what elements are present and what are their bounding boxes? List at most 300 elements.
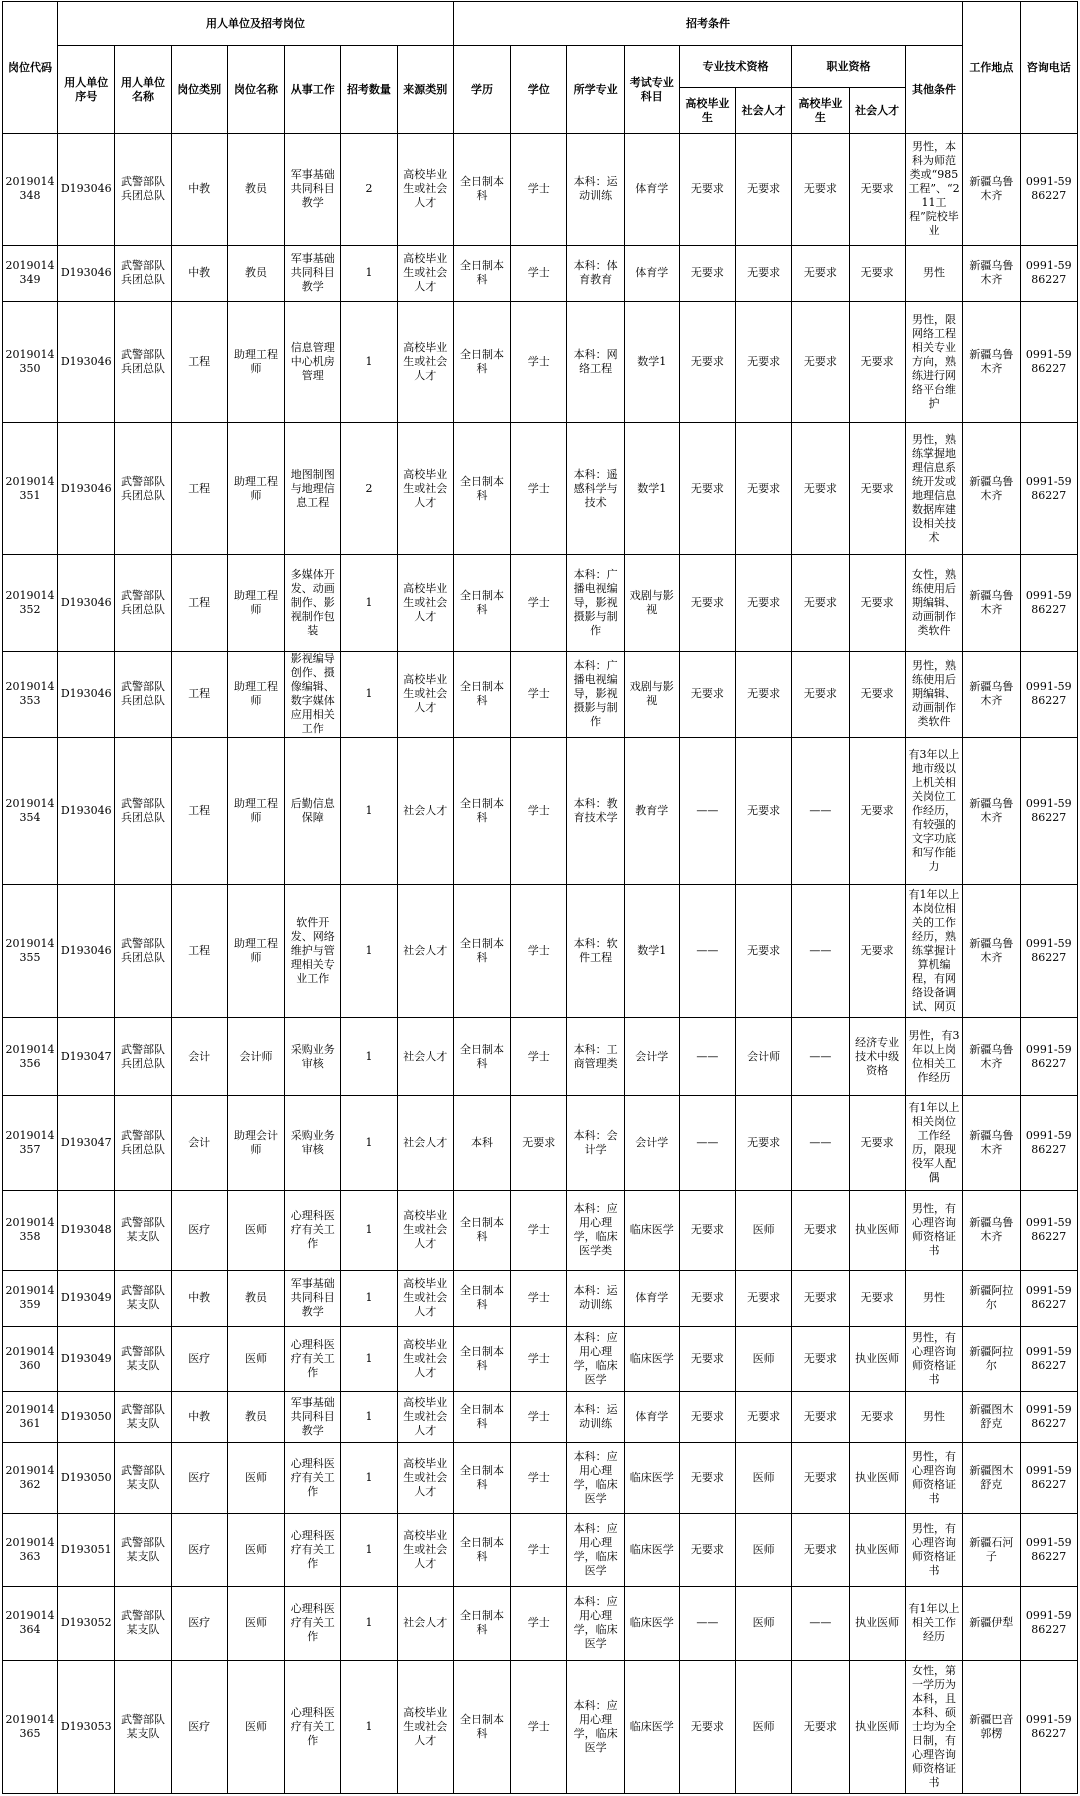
cell-unit-seq: D193046 <box>58 245 115 301</box>
cell-exam: 临床医学 <box>624 1190 679 1270</box>
cell-pt-grad: 无要求 <box>679 1391 735 1442</box>
cell-major: 本科：应用心理学，临床医学 <box>567 1326 624 1391</box>
cell-v-social: 无要求 <box>849 1096 905 1190</box>
cell-major: 本科：会计学 <box>567 1096 624 1190</box>
cell-v-social: 执业医师 <box>849 1190 905 1270</box>
cell-other: 男性，限网络工程相关专业方向，熟练进行网络平台维护 <box>905 301 962 423</box>
cell-v-grad: —— <box>792 885 849 1018</box>
cell-count: 1 <box>341 1018 397 1096</box>
header-pt-grad: 高校毕业生 <box>679 88 735 134</box>
table-row <box>3 885 1078 1018</box>
cell-other: 男性，有心理咨询师资格证书 <box>905 1326 962 1391</box>
cell-post-code: 2019014365 <box>3 1660 58 1793</box>
cell-post-name: 教员 <box>227 1271 284 1327</box>
cell-work: 军事基础共同科目教学 <box>285 1391 341 1442</box>
cell-unit-name: 武警部队某支队 <box>115 1391 171 1442</box>
cell-pt-social: 无要求 <box>736 651 792 737</box>
cell-location: 新疆乌鲁木齐 <box>963 651 1020 737</box>
cell-location: 新疆乌鲁木齐 <box>963 423 1020 555</box>
cell-post-code: 2019014351 <box>3 423 58 555</box>
header-unit-seq: 用人单位序号 <box>58 46 115 134</box>
cell-pt-grad: 无要求 <box>679 301 735 423</box>
cell-exam: 体育学 <box>624 1391 679 1442</box>
cell-work: 后勤信息保障 <box>285 738 341 885</box>
cell-v-social: 无要求 <box>849 1391 905 1442</box>
cell-unit-name: 武警部队兵团总队 <box>115 1096 171 1190</box>
cell-post-code: 2019014359 <box>3 1271 58 1327</box>
cell-v-grad: 无要求 <box>792 245 849 301</box>
cell-v-social: 经济专业技术中级资格 <box>849 1018 905 1096</box>
cell-count: 1 <box>341 245 397 301</box>
cell-unit-seq: D193046 <box>58 651 115 737</box>
cell-major: 本科：工商管理类 <box>567 1018 624 1096</box>
cell-v-social: 无要求 <box>849 555 905 651</box>
cell-count: 1 <box>341 1096 397 1190</box>
cell-post-name: 医师 <box>227 1326 284 1391</box>
table-row <box>3 134 1078 246</box>
cell-pt-grad: —— <box>679 1586 735 1660</box>
header-exam: 考试专业科目 <box>624 46 679 134</box>
cell-v-social: 无要求 <box>849 651 905 737</box>
cell-phone: 0991-5986227 <box>1020 1442 1077 1513</box>
cell-post-category: 工程 <box>171 651 227 737</box>
cell-exam: 数学1 <box>624 885 679 1018</box>
cell-v-social: 无要求 <box>849 423 905 555</box>
cell-pt-social: 医师 <box>736 1660 792 1793</box>
cell-post-code: 2019014348 <box>3 134 58 246</box>
cell-unit-name: 武警部队兵团总队 <box>115 423 171 555</box>
cell-unit-name: 武警部队某支队 <box>115 1586 171 1660</box>
cell-v-grad: 无要求 <box>792 423 849 555</box>
cell-phone: 0991-5986227 <box>1020 1190 1077 1270</box>
cell-post-code: 2019014355 <box>3 885 58 1018</box>
cell-education: 全日制本科 <box>453 423 510 555</box>
cell-education: 全日制本科 <box>453 1442 510 1513</box>
cell-major: 本科：软件工程 <box>567 885 624 1018</box>
cell-post-category: 工程 <box>171 738 227 885</box>
cell-post-category: 医疗 <box>171 1190 227 1270</box>
cell-pt-social: 无要求 <box>736 1391 792 1442</box>
header-count: 招考数量 <box>341 46 397 134</box>
cell-v-social: 执业医师 <box>849 1660 905 1793</box>
header-v-social: 社会人才 <box>849 88 905 134</box>
cell-post-category: 医疗 <box>171 1326 227 1391</box>
cell-exam: 临床医学 <box>624 1586 679 1660</box>
cell-count: 1 <box>341 301 397 423</box>
header-pro-tech: 专业技术资格 <box>679 46 791 88</box>
cell-major: 本科：体育教育 <box>567 245 624 301</box>
header-phone: 咨询电话 <box>1020 2 1077 134</box>
cell-post-category: 工程 <box>171 555 227 651</box>
cell-degree: 学士 <box>511 1442 567 1513</box>
cell-major: 本科：运动训练 <box>567 1271 624 1327</box>
table-row <box>3 1018 1078 1096</box>
table-row <box>3 301 1078 423</box>
cell-location: 新疆乌鲁木齐 <box>963 1190 1020 1270</box>
cell-post-name: 医师 <box>227 1660 284 1793</box>
cell-source: 高校毕业生或社会人才 <box>397 134 453 246</box>
cell-work: 心理科医疗有关工作 <box>285 1190 341 1270</box>
cell-count: 1 <box>341 885 397 1018</box>
cell-source: 社会人才 <box>397 1096 453 1190</box>
cell-phone: 0991-5986227 <box>1020 738 1077 885</box>
cell-exam: 体育学 <box>624 245 679 301</box>
cell-pt-grad: —— <box>679 1096 735 1190</box>
cell-post-code: 2019014364 <box>3 1586 58 1660</box>
cell-other: 男性，有心理咨询师资格证书 <box>905 1190 962 1270</box>
table-header <box>3 2 1078 134</box>
cell-v-social: 执业医师 <box>849 1586 905 1660</box>
cell-phone: 0991-5986227 <box>1020 1391 1077 1442</box>
cell-source: 高校毕业生或社会人才 <box>397 1326 453 1391</box>
cell-major: 本科：运动训练 <box>567 1391 624 1442</box>
cell-work: 心理科医疗有关工作 <box>285 1586 341 1660</box>
cell-degree: 学士 <box>511 1018 567 1096</box>
cell-education: 全日制本科 <box>453 1271 510 1327</box>
cell-unit-seq: D193052 <box>58 1586 115 1660</box>
cell-source: 高校毕业生或社会人才 <box>397 1442 453 1513</box>
cell-post-code: 2019014358 <box>3 1190 58 1270</box>
cell-unit-seq: D193046 <box>58 423 115 555</box>
cell-unit-seq: D193046 <box>58 738 115 885</box>
cell-work: 地图制图与地理信息工程 <box>285 423 341 555</box>
cell-location: 新疆乌鲁木齐 <box>963 245 1020 301</box>
cell-exam: 数学1 <box>624 301 679 423</box>
cell-exam: 戏剧与影视 <box>624 651 679 737</box>
cell-other: 有3年以上地市级以上机关相关岗位工作经历，有较强的文字功底和写作能力 <box>905 738 962 885</box>
cell-pt-grad: —— <box>679 1018 735 1096</box>
cell-work: 军事基础共同科目教学 <box>285 1271 341 1327</box>
header-v-grad: 高校毕业生 <box>792 88 849 134</box>
cell-post-category: 会计 <box>171 1096 227 1190</box>
cell-major: 本科：遥感科学与技术 <box>567 423 624 555</box>
cell-source: 高校毕业生或社会人才 <box>397 245 453 301</box>
table-row <box>3 1326 1078 1391</box>
cell-degree: 无要求 <box>511 1096 567 1190</box>
cell-source: 高校毕业生或社会人才 <box>397 301 453 423</box>
cell-post-category: 工程 <box>171 423 227 555</box>
cell-exam: 教育学 <box>624 738 679 885</box>
cell-degree: 学士 <box>511 134 567 246</box>
cell-post-code: 2019014352 <box>3 555 58 651</box>
cell-exam: 体育学 <box>624 1271 679 1327</box>
cell-post-code: 2019014362 <box>3 1442 58 1513</box>
cell-pt-social: 医师 <box>736 1513 792 1586</box>
cell-phone: 0991-5986227 <box>1020 134 1077 246</box>
cell-phone: 0991-5986227 <box>1020 245 1077 301</box>
cell-major: 本科：应用心理学，临床医学类 <box>567 1190 624 1270</box>
cell-work: 心理科医疗有关工作 <box>285 1513 341 1586</box>
cell-count: 1 <box>341 1271 397 1327</box>
cell-post-name: 医师 <box>227 1513 284 1586</box>
cell-count: 1 <box>341 651 397 737</box>
cell-post-name: 会计师 <box>227 1018 284 1096</box>
header-vocational: 职业资格 <box>792 46 906 88</box>
cell-location: 新疆乌鲁木齐 <box>963 1096 1020 1190</box>
cell-location: 新疆乌鲁木齐 <box>963 134 1020 246</box>
cell-post-name: 助理工程师 <box>227 555 284 651</box>
header-pt-social: 社会人才 <box>736 88 792 134</box>
cell-unit-name: 武警部队某支队 <box>115 1513 171 1586</box>
cell-pt-grad: 无要求 <box>679 1660 735 1793</box>
cell-pt-grad: 无要求 <box>679 1442 735 1513</box>
cell-unit-seq: D193050 <box>58 1391 115 1442</box>
cell-degree: 学士 <box>511 1513 567 1586</box>
cell-other: 男性 <box>905 1391 962 1442</box>
cell-unit-name: 武警部队兵团总队 <box>115 738 171 885</box>
cell-v-grad: 无要求 <box>792 651 849 737</box>
cell-location: 新疆伊犁 <box>963 1586 1020 1660</box>
header-education: 学历 <box>453 46 510 134</box>
cell-unit-seq: D193046 <box>58 301 115 423</box>
cell-work: 采购业务审核 <box>285 1018 341 1096</box>
cell-v-grad: 无要求 <box>792 1326 849 1391</box>
cell-exam: 戏剧与影视 <box>624 555 679 651</box>
cell-post-name: 医师 <box>227 1190 284 1270</box>
cell-source: 社会人才 <box>397 1586 453 1660</box>
cell-work: 软件开发、网络维护与管理相关专业工作 <box>285 885 341 1018</box>
header-row-columns <box>3 46 1078 88</box>
cell-other: 男性，本科为师范类或“985工程”、“211工程”院校毕业 <box>905 134 962 246</box>
cell-pt-grad: 无要求 <box>679 555 735 651</box>
header-location: 工作地点 <box>963 2 1020 134</box>
cell-count: 2 <box>341 134 397 246</box>
cell-other: 有1年以上相关工作经历 <box>905 1586 962 1660</box>
cell-phone: 0991-5986227 <box>1020 1513 1077 1586</box>
cell-other: 女性，第一学历为本科，且本科、硕士均为全日制，有心理咨询师资格证书 <box>905 1660 962 1793</box>
cell-location: 新疆图木舒克 <box>963 1442 1020 1513</box>
cell-v-social: 无要求 <box>849 245 905 301</box>
cell-unit-name: 武警部队某支队 <box>115 1271 171 1327</box>
cell-source: 高校毕业生或社会人才 <box>397 555 453 651</box>
cell-count: 1 <box>341 1326 397 1391</box>
cell-unit-seq: D193047 <box>58 1096 115 1190</box>
cell-unit-name: 武警部队兵团总队 <box>115 134 171 246</box>
cell-unit-name: 武警部队某支队 <box>115 1326 171 1391</box>
cell-education: 全日制本科 <box>453 555 510 651</box>
cell-post-name: 教员 <box>227 1391 284 1442</box>
header-post-name: 岗位名称 <box>227 46 284 134</box>
cell-location: 新疆图木舒克 <box>963 1391 1020 1442</box>
cell-major: 本科：网络工程 <box>567 301 624 423</box>
cell-education: 全日制本科 <box>453 1190 510 1270</box>
cell-v-social: 执业医师 <box>849 1326 905 1391</box>
recruitment-table <box>2 1 1078 1794</box>
cell-v-social: 执业医师 <box>849 1513 905 1586</box>
cell-work: 信息管理中心机房管理 <box>285 301 341 423</box>
cell-pt-grad: 无要求 <box>679 1326 735 1391</box>
cell-unit-seq: D193046 <box>58 134 115 246</box>
cell-major: 本科：应用心理学，临床医学 <box>567 1513 624 1586</box>
cell-other: 男性，熟练使用后期编辑、动画制作类软件 <box>905 651 962 737</box>
table-row <box>3 738 1078 885</box>
cell-v-social: 执业医师 <box>849 1442 905 1513</box>
cell-unit-seq: D193049 <box>58 1326 115 1391</box>
cell-degree: 学士 <box>511 423 567 555</box>
cell-phone: 0991-5986227 <box>1020 885 1077 1018</box>
cell-pt-social: 无要求 <box>736 738 792 885</box>
cell-v-grad: —— <box>792 738 849 885</box>
cell-count: 1 <box>341 1391 397 1442</box>
cell-education: 全日制本科 <box>453 651 510 737</box>
cell-pt-social: 无要求 <box>736 134 792 246</box>
cell-education: 全日制本科 <box>453 885 510 1018</box>
cell-post-category: 医疗 <box>171 1513 227 1586</box>
cell-post-name: 助理工程师 <box>227 301 284 423</box>
cell-source: 社会人才 <box>397 738 453 885</box>
table-row <box>3 1660 1078 1793</box>
cell-v-grad: 无要求 <box>792 1391 849 1442</box>
cell-pt-grad: 无要求 <box>679 651 735 737</box>
header-degree: 学位 <box>511 46 567 134</box>
cell-unit-seq: D193049 <box>58 1271 115 1327</box>
cell-v-grad: 无要求 <box>792 555 849 651</box>
cell-location: 新疆阿拉尔 <box>963 1271 1020 1327</box>
cell-pt-grad: 无要求 <box>679 1513 735 1586</box>
cell-source: 高校毕业生或社会人才 <box>397 423 453 555</box>
header-other: 其他条件 <box>905 46 962 134</box>
cell-location: 新疆乌鲁木齐 <box>963 1018 1020 1096</box>
cell-phone: 0991-5986227 <box>1020 1018 1077 1096</box>
cell-major: 本科：运动训练 <box>567 134 624 246</box>
cell-pt-grad: —— <box>679 738 735 885</box>
cell-exam: 会计学 <box>624 1018 679 1096</box>
cell-unit-seq: D193047 <box>58 1018 115 1096</box>
cell-phone: 0991-5986227 <box>1020 1326 1077 1391</box>
header-row-group <box>3 2 1078 46</box>
cell-v-social: 无要求 <box>849 1271 905 1327</box>
cell-pt-grad: 无要求 <box>679 423 735 555</box>
cell-v-social: 无要求 <box>849 301 905 423</box>
cell-pt-social: 会计师 <box>736 1018 792 1096</box>
cell-degree: 学士 <box>511 1391 567 1442</box>
cell-post-name: 教员 <box>227 245 284 301</box>
cell-degree: 学士 <box>511 1660 567 1793</box>
cell-education: 全日制本科 <box>453 1326 510 1391</box>
cell-work: 军事基础共同科目教学 <box>285 245 341 301</box>
cell-post-name: 助理工程师 <box>227 738 284 885</box>
cell-post-category: 医疗 <box>171 1660 227 1793</box>
cell-post-code: 2019014354 <box>3 738 58 885</box>
cell-v-grad: —— <box>792 1586 849 1660</box>
cell-post-name: 助理工程师 <box>227 651 284 737</box>
cell-unit-seq: D193048 <box>58 1190 115 1270</box>
cell-unit-seq: D193046 <box>58 555 115 651</box>
cell-other: 男性，有3年以上岗位相关工作经历 <box>905 1018 962 1096</box>
cell-unit-name: 武警部队兵团总队 <box>115 245 171 301</box>
cell-work: 采购业务审核 <box>285 1096 341 1190</box>
cell-location: 新疆乌鲁木齐 <box>963 738 1020 885</box>
cell-v-grad: —— <box>792 1096 849 1190</box>
cell-other: 男性 <box>905 245 962 301</box>
cell-source: 社会人才 <box>397 885 453 1018</box>
cell-source: 高校毕业生或社会人才 <box>397 1190 453 1270</box>
cell-post-name: 助理工程师 <box>227 885 284 1018</box>
cell-pt-grad: 无要求 <box>679 134 735 246</box>
cell-count: 1 <box>341 1190 397 1270</box>
table-row <box>3 651 1078 737</box>
cell-unit-seq: D193053 <box>58 1660 115 1793</box>
cell-phone: 0991-5986227 <box>1020 1096 1077 1190</box>
cell-education: 全日制本科 <box>453 738 510 885</box>
cell-count: 1 <box>341 738 397 885</box>
cell-other: 男性，有心理咨询师资格证书 <box>905 1442 962 1513</box>
cell-post-code: 2019014361 <box>3 1391 58 1442</box>
cell-post-category: 会计 <box>171 1018 227 1096</box>
cell-count: 1 <box>341 1586 397 1660</box>
cell-v-grad: 无要求 <box>792 1190 849 1270</box>
cell-exam: 体育学 <box>624 134 679 246</box>
cell-location: 新疆乌鲁木齐 <box>963 555 1020 651</box>
cell-work: 军事基础共同科目教学 <box>285 134 341 246</box>
cell-v-grad: 无要求 <box>792 1442 849 1513</box>
table-row <box>3 555 1078 651</box>
cell-v-grad: 无要求 <box>792 1513 849 1586</box>
cell-v-social: 无要求 <box>849 885 905 1018</box>
cell-exam: 会计学 <box>624 1096 679 1190</box>
table-row <box>3 1391 1078 1442</box>
cell-phone: 0991-5986227 <box>1020 423 1077 555</box>
cell-unit-name: 武警部队某支队 <box>115 1190 171 1270</box>
cell-phone: 0991-5986227 <box>1020 1271 1077 1327</box>
cell-post-category: 中教 <box>171 1271 227 1327</box>
cell-major: 本科：应用心理学，临床医学 <box>567 1442 624 1513</box>
table-row <box>3 245 1078 301</box>
cell-unit-name: 武警部队某支队 <box>115 1660 171 1793</box>
cell-v-social: 无要求 <box>849 134 905 246</box>
cell-work: 心理科医疗有关工作 <box>285 1660 341 1793</box>
cell-source: 高校毕业生或社会人才 <box>397 1513 453 1586</box>
cell-major: 本科：广播电视编导，影视摄影与制作 <box>567 651 624 737</box>
cell-v-grad: —— <box>792 1018 849 1096</box>
cell-post-name: 助理工程师 <box>227 423 284 555</box>
cell-source: 高校毕业生或社会人才 <box>397 651 453 737</box>
cell-pt-social: 医师 <box>736 1326 792 1391</box>
cell-phone: 0991-5986227 <box>1020 301 1077 423</box>
cell-pt-social: 无要求 <box>736 423 792 555</box>
cell-post-code: 2019014350 <box>3 301 58 423</box>
cell-education: 全日制本科 <box>453 1660 510 1793</box>
cell-education: 全日制本科 <box>453 134 510 246</box>
cell-location: 新疆石河子 <box>963 1513 1020 1586</box>
table-row <box>3 1442 1078 1513</box>
cell-post-category: 中教 <box>171 134 227 246</box>
cell-source: 高校毕业生或社会人才 <box>397 1660 453 1793</box>
cell-exam: 数学1 <box>624 423 679 555</box>
cell-phone: 0991-5986227 <box>1020 1660 1077 1793</box>
cell-pt-social: 无要求 <box>736 245 792 301</box>
cell-degree: 学士 <box>511 555 567 651</box>
cell-unit-name: 武警部队兵团总队 <box>115 1018 171 1096</box>
cell-post-category: 中教 <box>171 245 227 301</box>
cell-degree: 学士 <box>511 1326 567 1391</box>
table-row <box>3 1586 1078 1660</box>
cell-pt-social: 无要求 <box>736 885 792 1018</box>
cell-education: 全日制本科 <box>453 1513 510 1586</box>
cell-post-code: 2019014356 <box>3 1018 58 1096</box>
cell-v-grad: 无要求 <box>792 301 849 423</box>
cell-degree: 学士 <box>511 1271 567 1327</box>
cell-major: 本科：应用心理学，临床医学 <box>567 1586 624 1660</box>
cell-post-category: 中教 <box>171 1391 227 1442</box>
cell-education: 全日制本科 <box>453 301 510 423</box>
cell-source: 高校毕业生或社会人才 <box>397 1391 453 1442</box>
cell-unit-name: 武警部队兵团总队 <box>115 885 171 1018</box>
cell-pt-social: 医师 <box>736 1586 792 1660</box>
cell-exam: 临床医学 <box>624 1326 679 1391</box>
cell-other: 男性，熟练掌握地理信息系统开发或地理信息数据库建设相关技术 <box>905 423 962 555</box>
cell-pt-social: 无要求 <box>736 555 792 651</box>
